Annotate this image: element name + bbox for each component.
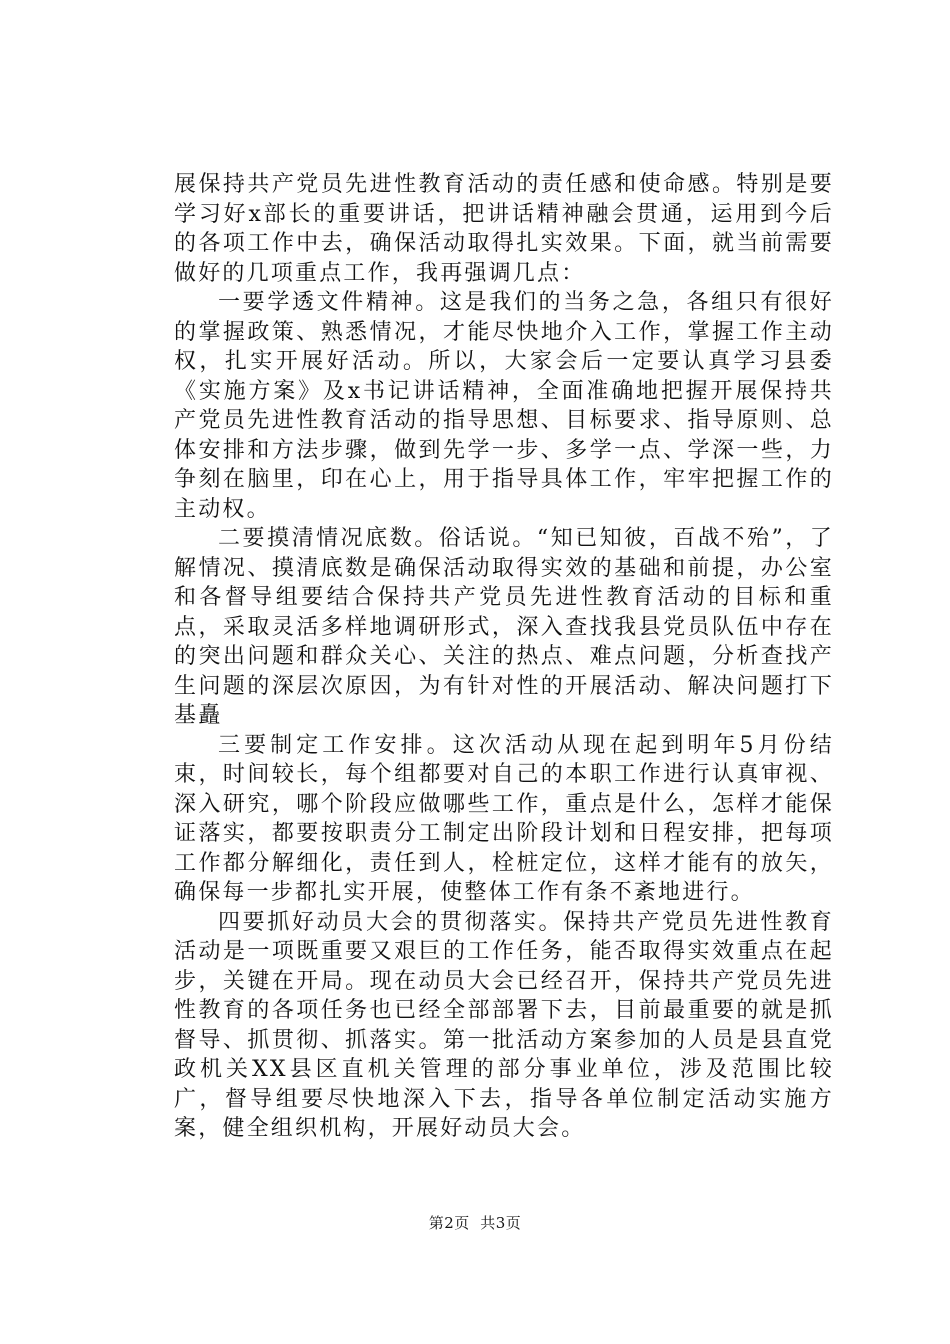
paragraph-work-arrangement: 三要制定工作安排。这次活动从现在起到明年5月份结束，时间较长，每个组都要对自己的本职工作进行认真审视、深入研究，哪个阶段应做哪些工作，重点是什么，怎样才能保证落实，都要按职责分工制定出阶段计划和日程安排，把每项工作都分解细化，责任到人，栓桩定位，这样才能有的放矢，确保每一步都扎实开展，使整体工作有条不紊地进行。 — [174, 732, 834, 905]
page-number-label: 第2页 共3页 — [428, 1214, 522, 1232]
page-footer — [0, 1212, 950, 1233]
document-body — [174, 170, 834, 1144]
paragraph-study-documents: 一要学透文件精神。这是我们的当务之急，各组只有很好的掌握政策、熟悉情况，才能尽快地介入工作，掌握工作主动权，扎实开展好活动。所以，大家会后一定要认真学习县委《实施方案》及x书记讲话精神，全面准确地把握开展保持共产党员先进性教育活动的指导思想、目标要求、指导原则、总体安排和方法步骤，做到先学一步、多学一点、学深一些，力争刻在脑里，印在心上，用于指导具体工作，牢牢把握工作的主动权。 — [174, 290, 834, 522]
paragraph-implementation: 四要抓好动员大会的贯彻落实。保持共产党员先进性教育活动是一项既重要又艰巨的工作任务，能否取得实效重点在起步，关键在开局。现在动员大会已经召开，保持共产党员先进性教育的各项任务也已经全部部署下去，目前最重要的就是抓督导、抓贯彻、抓落实。第一批活动方案参加的人员是县直党政机关XX县区直机关管理的部分事业单位，涉及范围比较广，督导组要尽快地深入下去，指导各单位制定活动实施方案，健全组织机构，开展好动员大会。 — [174, 909, 834, 1141]
paragraph-understand-situation: 二要摸清情况底数。俗话说。“知已知彼，百战不殆”，了解情况、摸清底数是确保活动取得实效的基础和前提，办公室和各督导组要结合保持共产党员先进性教育活动的目标和重点，采取灵活多样地调研形式，深入查找我县党员队伍中存在的突出问题和群众关心、关注的热点、难点问题，分析查找产生问题的深层次原因，为有针对性的开展活动、解决问题打下基矗 — [174, 526, 834, 728]
paragraph-continuation: 展保持共产党员先进性教育活动的责任感和使命感。特别是要学习好x部长的重要讲话，把讲话精神融会贯通，运用到今后的各项工作中去，确保活动取得扎实效果。下面，就当前需要做好的几项重点工作，我再强调几点： — [174, 172, 834, 286]
